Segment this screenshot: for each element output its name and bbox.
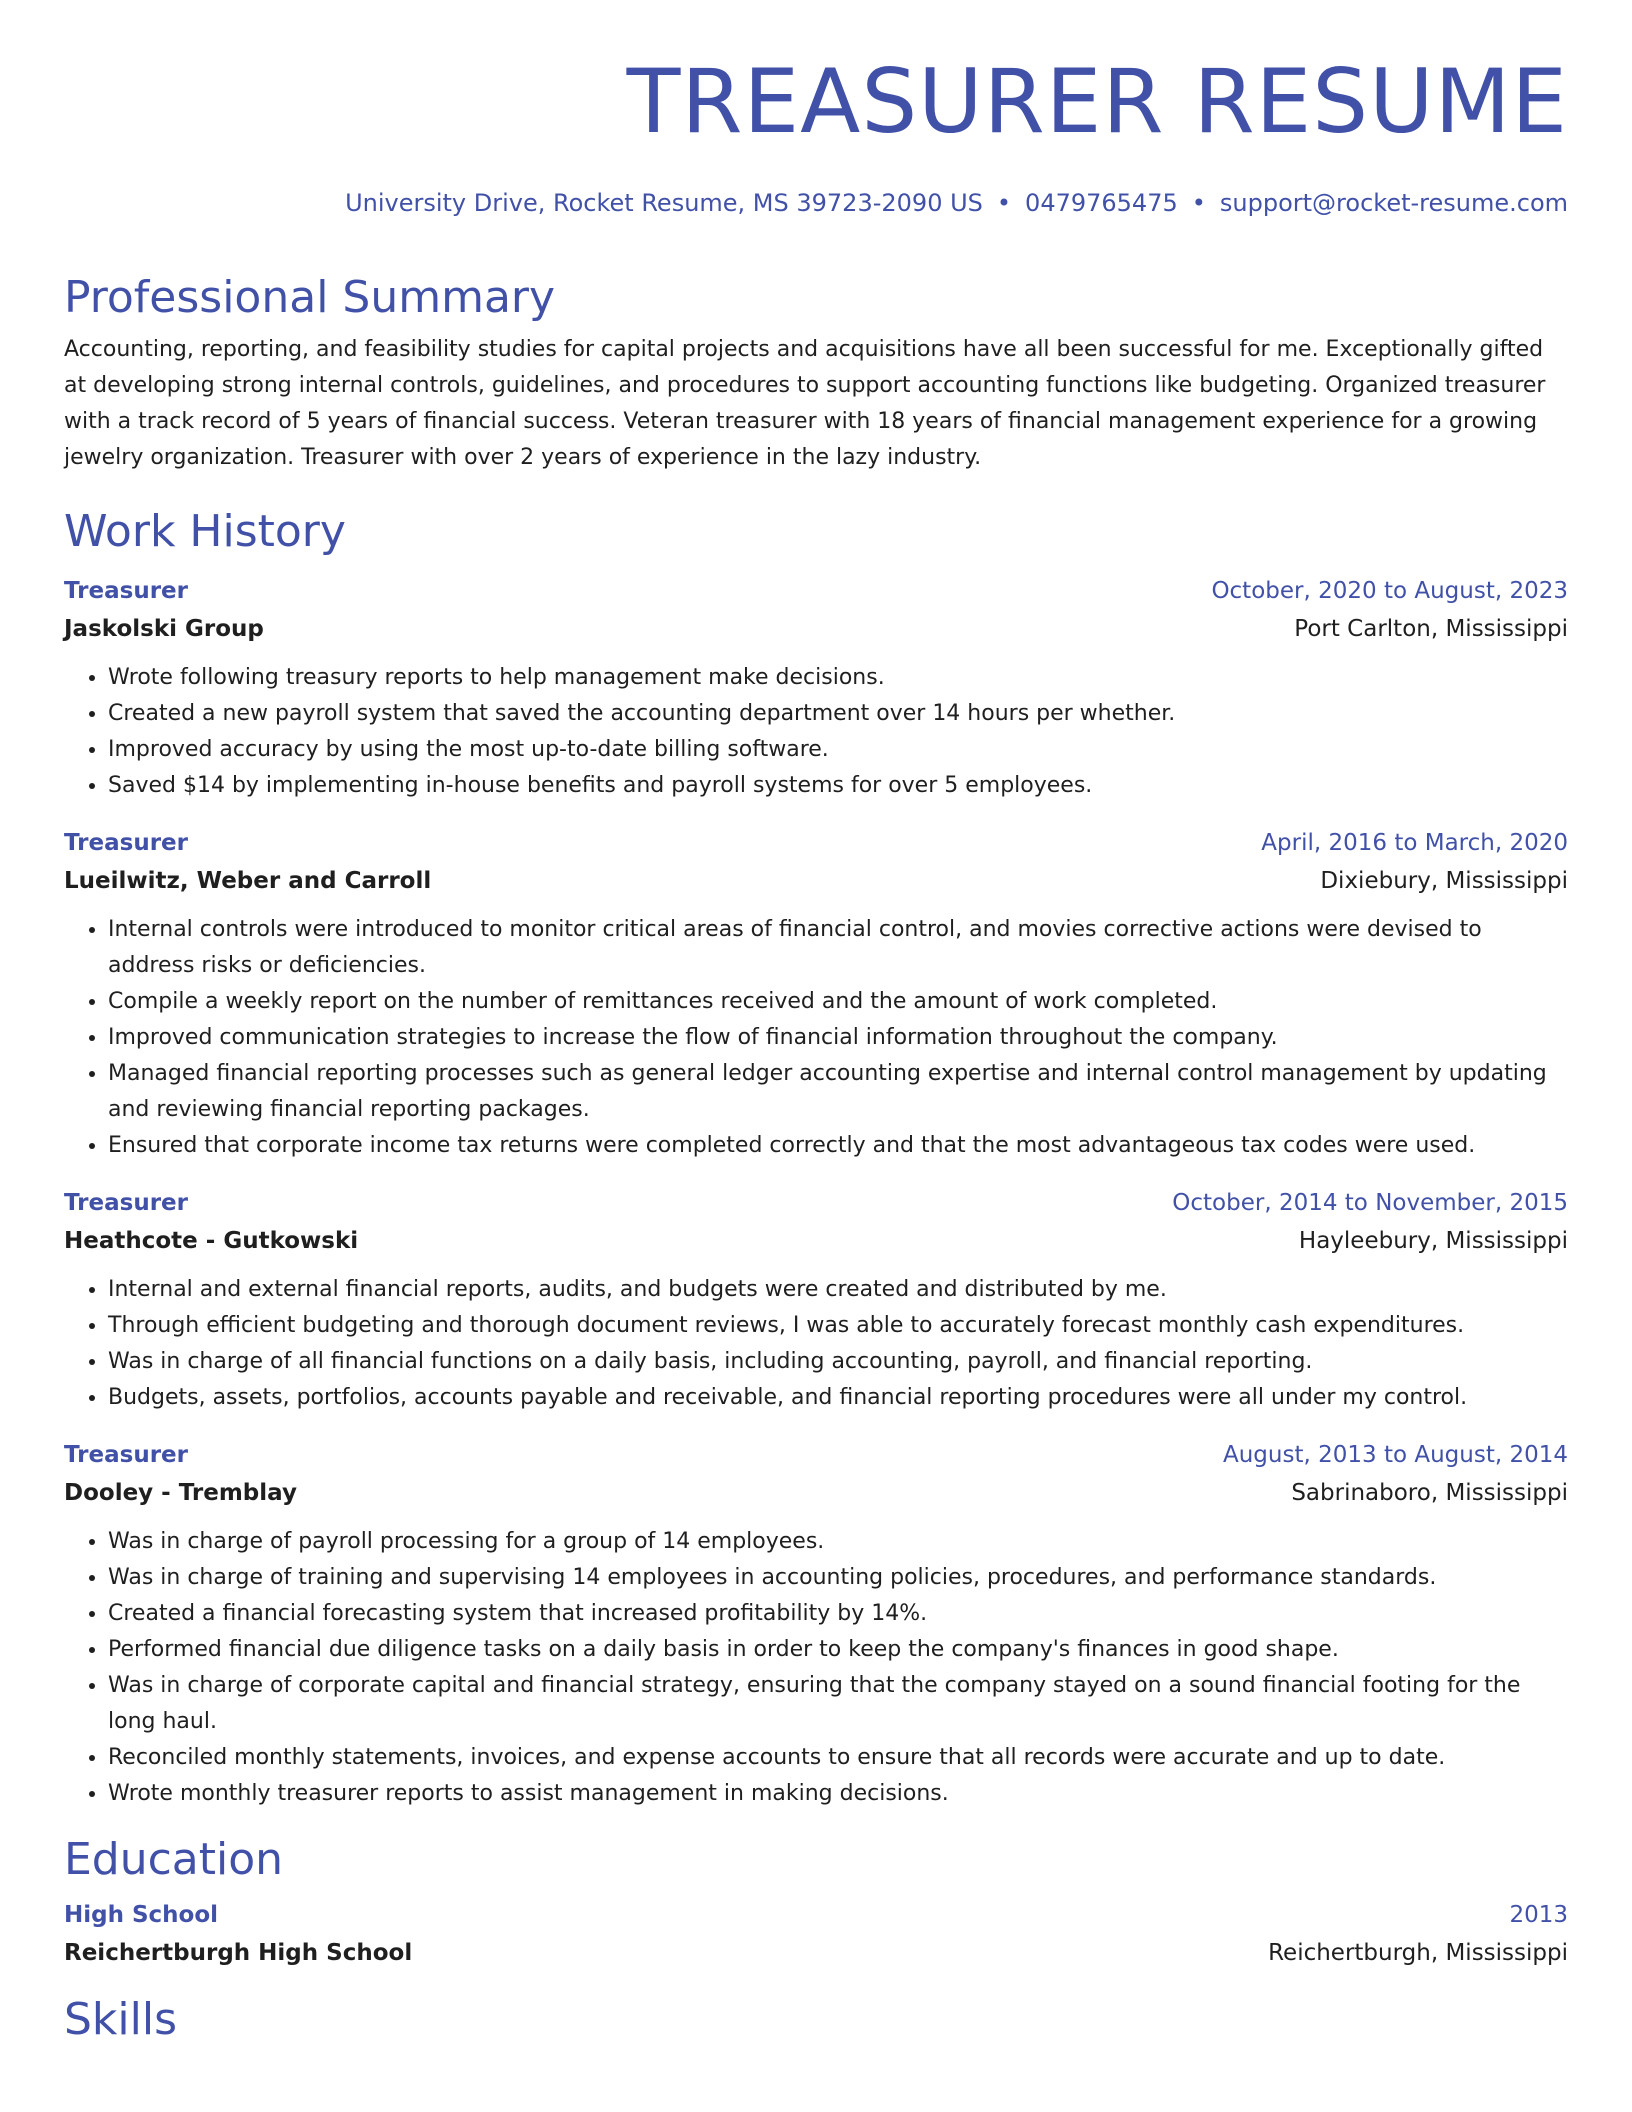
contact-separator: • [1191,189,1206,217]
job-bullet: • Through efficient budgeting and thorough document reviews, I was able to accurately forecast monthly cash expenditures. [108,1308,1568,1344]
job-bullet: • Was in charge of payroll processing for a group of 14 employees. [108,1524,1568,1560]
contact-separator: • [996,189,1012,217]
job-bullets [64,1524,1568,1812]
job-dates: October, 2020 to August, 2023 [1211,578,1568,604]
section-title-work-history: Work History [64,506,346,557]
job-bullets [64,912,1568,1164]
job-bullet: • Created a new payroll system that saved the accounting department over 14 hours per whether. [108,696,1568,732]
contact-phone: 0479765475 [1025,189,1178,217]
job-bullet: • Managed financial reporting processes such as general ledger accounting expertise and internal control management by updating and reviewing financial reporting packages. [108,1056,1568,1128]
contact-email: support@rocket-resume.com [1219,189,1568,217]
job-bullet: • Was in charge of training and supervising 14 employees in accounting policies, procedures, and performance standards. [108,1560,1568,1596]
job-bullet: • Improved communication strategies to increase the flow of financial information throughout the company. [108,1020,1568,1056]
job-bullets [64,1272,1568,1416]
education-entry [64,1896,1568,1972]
job-bullet: • Saved $14 by implementing in-house benefits and payroll systems for over 5 employees. [108,768,1568,804]
job-entry [64,572,1568,804]
job-dates: October, 2014 to November, 2015 [1172,1190,1568,1216]
job-role: Treasurer [64,1190,188,1216]
summary-text: Accounting, reporting, and feasibility studies for capital projects and acquisitions have all been successful for me. Exceptionally gifted at developing strong internal controls, guidelines, and procedures to support accounting functions like budgeting. Organized treasurer with a track record of 5 years of financial success. Veteran treasurer with 18 years of financial management experience for a growing jewelry organization. Treasurer with over 2 years of experience in the lazy industry. [64,337,1546,470]
job-location: Port Carlton, Mississippi [1294,616,1568,642]
job-company: Dooley - Tremblay [64,1480,297,1506]
job-bullet: • Improved accuracy by using the most up-to-date billing software. [108,732,1568,768]
job-dates: April, 2016 to March, 2020 [1261,830,1568,856]
job-bullet: • Budgets, assets, portfolios, accounts payable and receivable, and financial reporting procedures were all under my control. [108,1380,1568,1416]
education-year: 2013 [1509,1902,1568,1928]
section-title-skills: Skills [64,1994,178,2045]
job-bullet: • Ensured that corporate income tax returns were completed correctly and that the most advantageous tax codes were used. [108,1128,1568,1164]
job-role: Treasurer [64,1442,188,1468]
job-bullet: • Was in charge of all financial functions on a daily basis, including accounting, payroll, and financial reporting. [108,1344,1568,1380]
job-bullet: • Wrote following treasury reports to help management make decisions. [108,660,1568,696]
job-dates: August, 2013 to August, 2014 [1223,1442,1568,1468]
job-location: Sabrinaboro, Mississippi [1291,1480,1568,1506]
job-entry [64,824,1568,1164]
job-bullet: • Internal controls were introduced to monitor critical areas of financial control, and movies corrective actions were devised to address risks or deficiencies. [108,912,1568,984]
job-company: Lueilwitz, Weber and Carroll [64,868,432,894]
job-bullet: • Internal and external financial reports, audits, and budgets were created and distributed by me. [108,1272,1568,1308]
job-bullet: • Created a financial forecasting system that increased profitability by 14%. [108,1596,1568,1632]
education-school: Reichertburgh High School [64,1940,413,1966]
job-bullet: • Was in charge of corporate capital and financial strategy, ensuring that the company stayed on a sound financial footing for the long haul. [108,1668,1568,1740]
job-role: Treasurer [64,578,188,604]
job-bullet: • Reconciled monthly statements, invoices, and expense accounts to ensure that all records were accurate and up to date. [108,1740,1568,1776]
contact-address: University Drive, Rocket Resume, MS 39723-2090 US [345,189,983,217]
section-title-education: Education [64,1834,284,1885]
job-company: Heathcote - Gutkowski [64,1228,359,1254]
job-entry [64,1184,1568,1416]
work-history-list [64,572,1568,1812]
job-bullets [64,660,1568,804]
education-degree: High School [64,1902,219,1928]
job-entry [64,1436,1568,1812]
job-role: Treasurer [64,830,188,856]
job-company: Jaskolski Group [64,616,264,642]
resume-title: TREASURER RESUME [626,50,1568,153]
section-title-summary: Professional Summary [64,272,556,323]
job-bullet: • Compile a weekly report on the number of remittances received and the amount of work completed. [108,984,1568,1020]
job-location: Dixiebury, Mississippi [1320,868,1568,894]
contact-line [64,186,1568,220]
education-location: Reichertburgh, Mississippi [1268,1940,1568,1966]
job-bullet: • Performed financial due diligence tasks on a daily basis in order to keep the company's finances in good shape. [108,1632,1568,1668]
job-bullet: • Wrote monthly treasurer reports to assist management in making decisions. [108,1776,1568,1812]
job-location: Hayleebury, Mississippi [1298,1228,1568,1254]
